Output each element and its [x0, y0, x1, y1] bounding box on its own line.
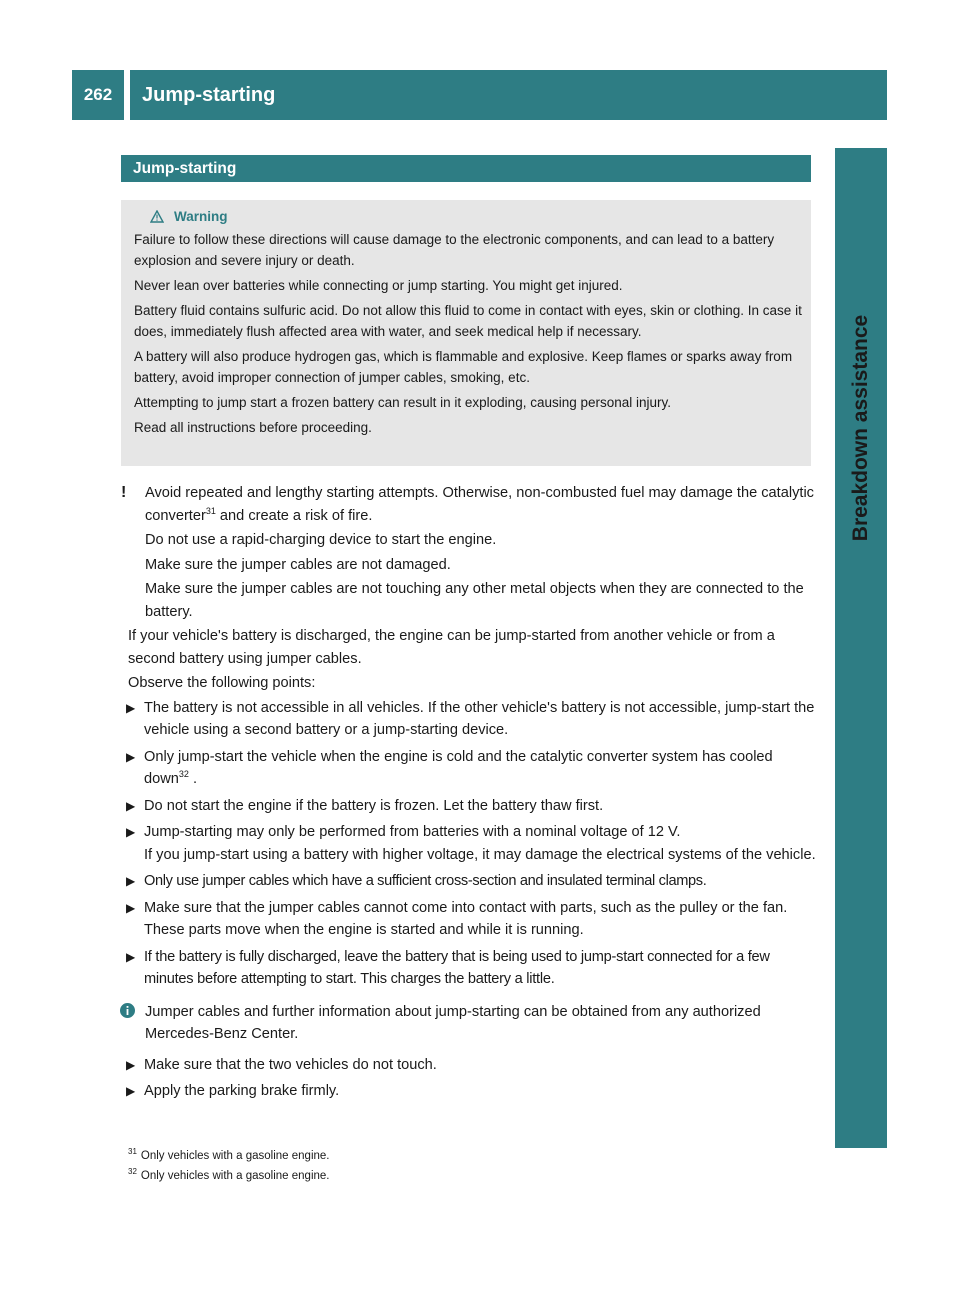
section-title: Jump-starting [121, 155, 811, 182]
caution-line: Make sure the jumper cables are not touching any other metal objects when they are connected to the battery. [145, 581, 804, 620]
step-text: Apply the parking brake firmly. [144, 1083, 340, 1099]
warning-paragraph: Read all instructions before proceeding. [134, 420, 372, 435]
caution-text-b: and create a risk of fire. [215, 507, 373, 524]
intro-paragraph: If your vehicle's battery is discharged, the engine can be jump-started from another vehicle or from a second battery using jumper cables. [128, 628, 775, 667]
exclamation-icon: ! [121, 484, 127, 501]
footnote-text: Only vehicles with a gasoline engine. [140, 1150, 330, 1162]
step-arrow-icon: ▶ [126, 700, 136, 715]
footnote-ref-31[interactable]: 31 [205, 505, 216, 516]
caution-text [145, 482, 818, 527]
warning-paragraph: Attempting to jump start a frozen battery can result in it exploding, causing personal injury. [134, 395, 672, 410]
caution-line: Do not use a rapid-charging device to start the engine. [145, 532, 497, 548]
step-item [128, 870, 818, 893]
warning-triangle-icon [150, 210, 164, 223]
info-text: Jumper cables and further information about jump-starting can be obtained from any authorized Mercedes-Benz Center. [145, 1003, 761, 1042]
warning-paragraph: Never lean over batteries while connecting or jump starting. You might get injured. [134, 278, 623, 293]
step-item [128, 697, 818, 742]
main-content [121, 482, 818, 1107]
step-arrow-icon: ▶ [126, 1084, 136, 1098]
page-header-title: Jump-starting [130, 70, 887, 120]
caution-note [121, 482, 818, 623]
step-text: If the battery is fully discharged, leave the battery that is being used to jump-start connected for a few minutes before attempting to start. This charges the battery a little. [144, 948, 770, 987]
caution-text-a: Avoid repeated and lengthy starting attempts. Otherwise, non-combusted fuel may damage the catalytic converter [145, 485, 814, 524]
side-tab-label-wrap [835, 148, 887, 708]
step-text-a: Only jump-start the vehicle when the engine is cold and the catalytic converter system has cooled down [144, 748, 773, 787]
step-arrow-icon: ▶ [126, 1057, 136, 1072]
step-arrow-icon: ▶ [126, 825, 136, 839]
footnote [128, 1146, 818, 1166]
caution-line: Make sure the jumper cables are not damaged. [145, 556, 451, 573]
footnote-number: 31 [128, 1147, 137, 1157]
footnote-ref-32[interactable]: 32 [178, 769, 189, 780]
page-number: 262 [72, 70, 124, 120]
intro-paragraph: Observe the following points: [128, 675, 316, 691]
step-item [128, 795, 818, 818]
side-tab-label: Breakdown assistance [849, 314, 872, 542]
step-text: The battery is not accessible in all vehicles. If the other vehicle's battery is not accessible, jump-start the vehicle using a second battery or a jump-starting device. [144, 699, 815, 738]
step-arrow-icon: ▶ [126, 798, 136, 813]
step-arrow-icon: ▶ [126, 874, 136, 888]
step-text: Make sure that the jumper cables cannot come into contact with parts, such as the pulley or the fan. These parts move when the engine is started and while it is running. [144, 899, 788, 938]
step-item [128, 946, 818, 991]
step-item [128, 821, 818, 866]
footnote-number: 32 [128, 1167, 137, 1177]
step-arrow-icon: ▶ [126, 749, 136, 764]
warning-heading [150, 206, 803, 227]
step-arrow-icon: ▶ [126, 949, 136, 964]
step-item [128, 1054, 818, 1077]
step-text-b: . [188, 771, 198, 787]
step-text-cont: If you jump-start using a battery with higher voltage, it may damage the electrical systems of the vehicle. [144, 846, 816, 863]
warning-paragraph: Failure to follow these directions will cause damage to the electronic components, and can lead to a battery explosion and severe injury or death. [134, 232, 775, 268]
step-item [128, 1080, 818, 1103]
footnotes [128, 1146, 818, 1186]
info-note [128, 1001, 818, 1046]
info-icon [120, 1003, 135, 1018]
step-text: Make sure that the two vehicles do not touch. [144, 1056, 437, 1073]
step-item [128, 746, 818, 791]
step-text: Jump-starting may only be performed from batteries with a nominal voltage of 12 V. [144, 824, 681, 840]
warning-paragraph: A battery will also produce hydrogen gas, which is flammable and explosive. Keep flames or sparks away from battery, avoid improper connection of jumper cables, smoking, etc. [134, 349, 793, 385]
warning-heading-text: Warning [174, 209, 228, 224]
step-arrow-icon: ▶ [126, 900, 136, 915]
warning-box [121, 200, 811, 466]
warning-paragraph: Battery fluid contains sulfuric acid. Do not allow this fluid to come in contact with eyes, skin or clothing. In case it does, immediately flush affected area with water, and seek medical help if necessary. [134, 303, 802, 339]
step-item [128, 897, 818, 942]
step-text: Do not start the engine if the battery is frozen. Let the battery thaw first. [144, 797, 604, 814]
step-text: Only use jumper cables which have a sufficient cross-section and insulated terminal clamps. [144, 873, 707, 889]
footnote [128, 1166, 818, 1186]
footnote-text: Only vehicles with a gasoline engine. [140, 1170, 330, 1182]
